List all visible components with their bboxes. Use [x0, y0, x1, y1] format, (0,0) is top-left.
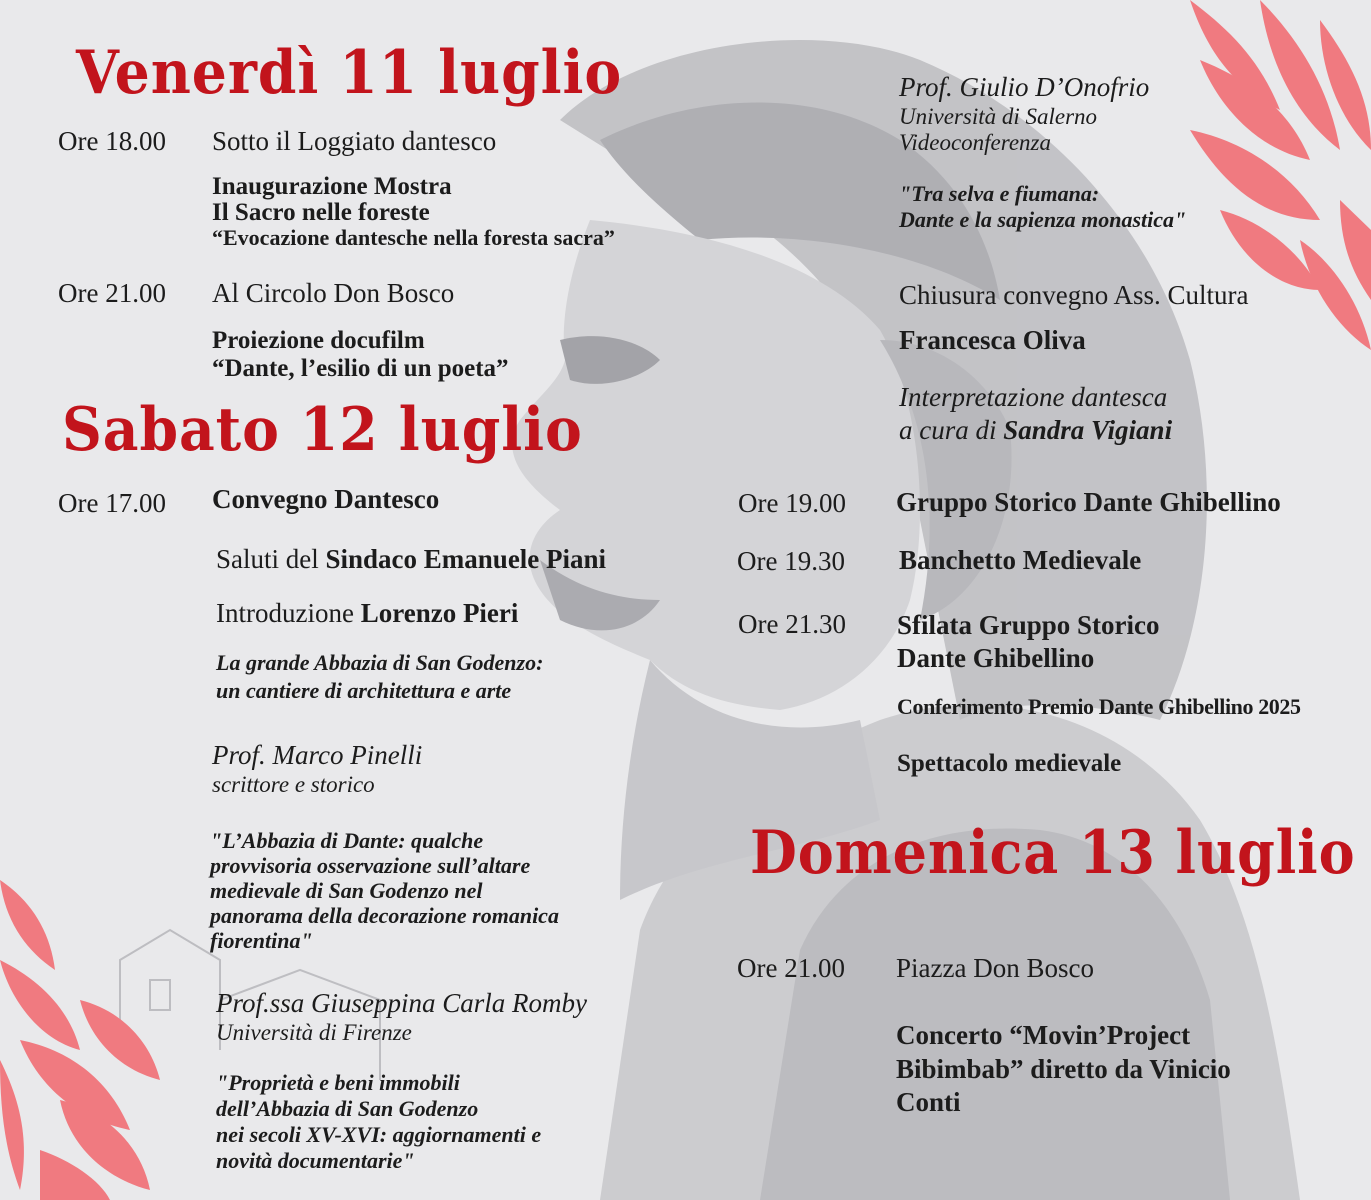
speaker3-role: Università di Salerno: [899, 104, 1098, 129]
leaf-decoration-bottom-left: [0, 880, 160, 1200]
speaker2-talk-line: nei secoli XV-XVI: aggiornamenti e: [216, 1122, 542, 1147]
sunday-place: Piazza Don Bosco: [896, 953, 1094, 983]
closing-text: Chiusura convegno Ass. Cultura: [899, 280, 1249, 310]
friday-event1-subtitle: Il Sacro nelle foreste: [212, 199, 430, 226]
show-text: Spettacolo medievale: [897, 750, 1122, 777]
concert-line2: Bibimbab” diretto da Vinicio: [896, 1054, 1231, 1084]
event-1900-time: Ore 19.00: [738, 488, 846, 518]
speaker1-talk: [210, 828, 559, 953]
friday-event1-title: Inaugurazione Mostra: [212, 173, 452, 200]
saturday-intro: [216, 598, 518, 629]
speaker1-name: Prof. Marco Pinelli: [212, 740, 423, 770]
event-1930-text: Banchetto Medievale: [899, 545, 1142, 575]
speaker1-role: scrittore e storico: [212, 772, 375, 797]
speaker2-talk: [216, 1070, 541, 1174]
concert-line1: Concerto “Movin’Project: [896, 1020, 1191, 1050]
interpretation-name: Sandra Vigiani: [1003, 415, 1173, 445]
saturday-theme-line1: La grande Abbazia di San Godenzo:: [216, 650, 544, 675]
greetings-label: Saluti del: [216, 544, 326, 574]
friday-event2-subtitle: “Dante, l’esilio di un poeta”: [212, 355, 509, 382]
event-1900-text: Gruppo Storico Dante Ghibellino: [896, 487, 1281, 517]
award-text: Conferimento Premio Dante Ghibellino 2025: [897, 694, 1301, 719]
saturday-time: Ore 17.00: [58, 488, 166, 518]
speaker2-talk-line: dell’Abbazia di San Godenzo: [216, 1096, 479, 1121]
saturday-heading: Sabato 12 luglio: [62, 395, 583, 465]
intro-label: Introduzione: [216, 598, 361, 628]
sunday-time: Ore 21.00: [737, 953, 845, 983]
event-2130-line2: Dante Ghibellino: [897, 643, 1095, 673]
speaker2-role: Università di Firenze: [216, 1020, 412, 1045]
greetings-name: Sindaco Emanuele Piani: [325, 544, 607, 574]
speaker2-talk-line: novità documentarie": [216, 1148, 415, 1173]
sunday-heading: Domenica 13 luglio: [750, 818, 1356, 888]
saturday-greetings: [216, 544, 606, 575]
event-2130-time: Ore 21.30: [738, 609, 846, 639]
speaker1-talk-line: medievale di San Godenzo nel: [210, 878, 483, 903]
friday-event2-place: Al Circolo Don Bosco: [212, 278, 455, 308]
speaker3-talk-line2: Dante e la sapienza monastica": [899, 207, 1187, 232]
speaker1-talk-line: provvisoria osservazione sull’altare: [210, 853, 531, 878]
friday-event2-title: Proiezione docufilm: [212, 327, 425, 354]
interpretation-line1: Interpretazione dantesca: [899, 382, 1168, 412]
event-1930-time: Ore 19.30: [737, 546, 845, 576]
friday-event2-time: Ore 21.00: [58, 278, 166, 308]
speaker1-talk-line: fiorentina": [210, 928, 313, 953]
closing-name: Francesca Oliva: [899, 325, 1086, 355]
friday-event1-quote: “Evocazione dantesche nella foresta sacra”: [212, 225, 615, 250]
intro-name: Lorenzo Pieri: [360, 598, 519, 628]
event-2130-line1: Sfilata Gruppo Storico: [897, 610, 1160, 640]
friday-heading: Venerdì 11 luglio: [76, 38, 623, 108]
speaker2-name: Prof.ssa Giuseppina Carla Romby: [216, 988, 587, 1018]
speaker3-name: Prof. Giulio D’Onofrio: [899, 72, 1150, 102]
friday-event1-time: Ore 18.00: [58, 126, 166, 156]
speaker2-talk-line: "Proprietà e beni immobili: [216, 1070, 460, 1095]
saturday-title: Convegno Dantesco: [212, 484, 440, 514]
speaker1-talk-line: "L’Abbazia di Dante: qualche: [210, 828, 484, 853]
speaker3-talk-line1: "Tra selva e fiumana:: [899, 181, 1100, 206]
saturday-theme-line2: un cantiere di architettura e arte: [216, 678, 512, 703]
speaker3-mode: Videoconferenza: [899, 130, 1052, 155]
concert-line3: Conti: [896, 1087, 961, 1117]
interpretation-line2: [899, 415, 1172, 446]
speaker1-talk-line: panorama della decorazione romanica: [210, 903, 559, 928]
interpretation-label: a cura di: [899, 415, 1004, 445]
friday-event1-place: Sotto il Loggiato dantesco: [212, 126, 497, 156]
